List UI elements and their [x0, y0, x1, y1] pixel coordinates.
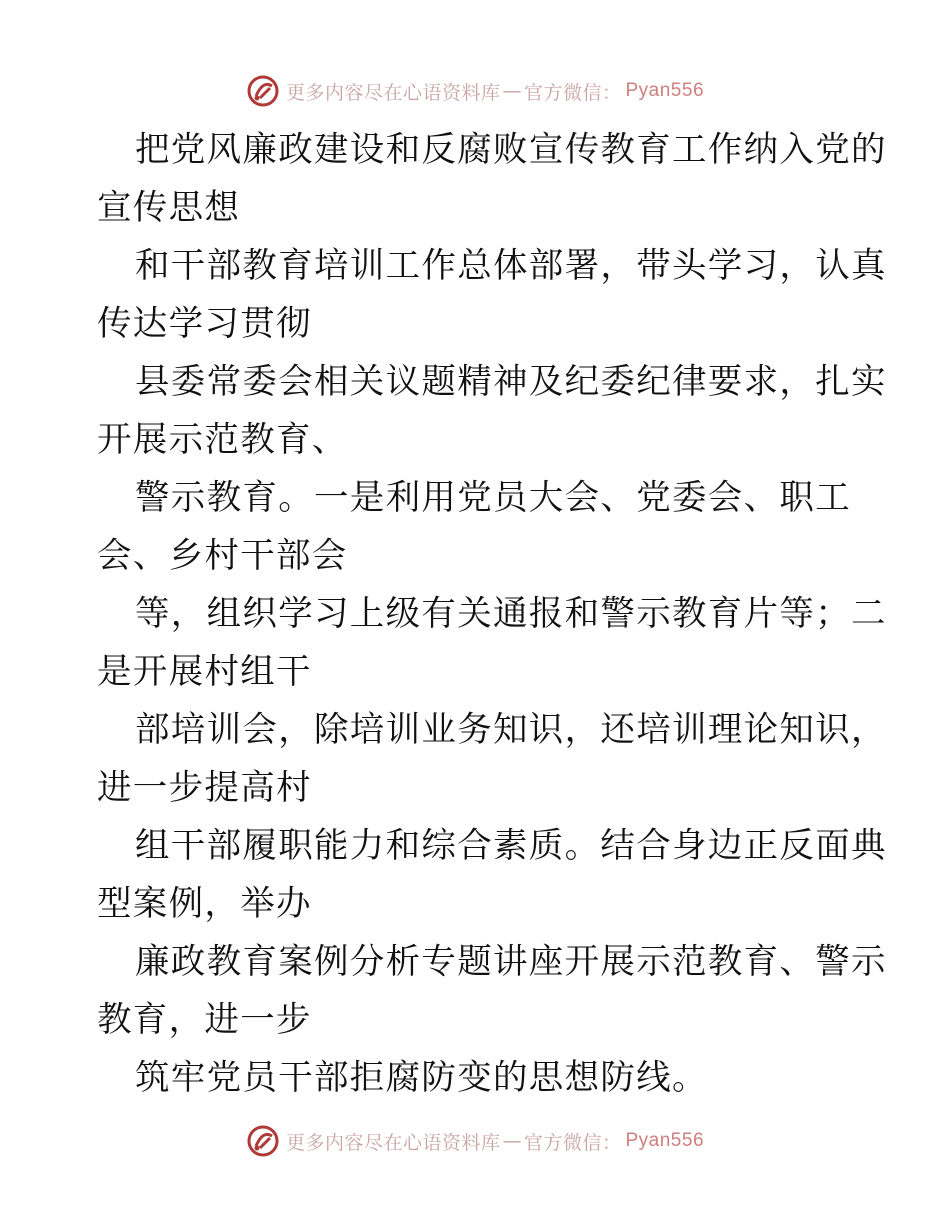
watermark-wechat-id: Pyan556: [625, 80, 705, 101]
paragraph-line: 警示教育。一是利用党员大会、党委会、职工: [135, 478, 851, 518]
paragraph-line: 宣传思想: [97, 188, 241, 228]
paragraph-line: 把党风廉政建设和反腐败宣传教育工作纳入党的: [135, 130, 887, 170]
paragraph-line: 进一步提高村: [97, 768, 312, 808]
logo-icon: [246, 1124, 280, 1158]
paragraph-line: 部培训会，除培训业务知识，还培训理论知识，: [135, 710, 887, 750]
paragraph-line: 县委常委会相关议题精神及纪委纪律要求，扎实: [135, 362, 887, 402]
paragraph-line: 会、乡村干部会: [97, 536, 348, 576]
paragraph: [97, 353, 887, 469]
paragraph: [97, 121, 887, 237]
paragraph-line: 筑牢党员干部拒腐防变的思想防线。: [135, 1058, 708, 1098]
paragraph: [97, 1049, 857, 1107]
watermark-wechat-label: 官方微信：: [523, 81, 622, 104]
watermark-site-text: 更多内容尽在心语资料库: [285, 81, 501, 104]
paragraph-line: 传达学习贯彻: [97, 304, 312, 344]
paragraph-line: 是开展村组干: [97, 652, 312, 692]
footer-watermark: [0, 1121, 950, 1161]
paragraph-line: 组干部履职能力和综合素质。结合身边正反面典: [135, 826, 887, 866]
logo-icon: [246, 74, 280, 108]
paragraph: [97, 701, 887, 817]
paragraph: [97, 933, 887, 1049]
watermark-site-text: 更多内容尽在心语资料库: [285, 1131, 501, 1154]
paragraph: [97, 817, 887, 933]
header-watermark: [0, 71, 950, 111]
paragraph: [97, 237, 887, 353]
watermark-wechat-label: 官方微信：: [523, 1131, 622, 1154]
paragraph: [97, 469, 857, 585]
paragraph-line: 开展示范教育、: [97, 420, 348, 460]
watermark-wechat-id: Pyan556: [625, 1130, 705, 1151]
document-body: [97, 121, 887, 1107]
paragraph-line: 教育，进一步: [97, 1000, 312, 1040]
paragraph-line: 和干部教育培训工作总体部署，带头学习，认真: [135, 246, 887, 286]
paragraph-line: 廉政教育案例分析专题讲座开展示范教育、警示: [135, 942, 887, 982]
paragraph-line: 等，组织学习上级有关通报和警示教育片等；二: [135, 594, 887, 634]
watermark-separator: —: [502, 80, 522, 102]
paragraph-line: 型案例，举办: [97, 884, 312, 924]
watermark-separator: —: [502, 1130, 522, 1152]
paragraph: [97, 585, 887, 701]
